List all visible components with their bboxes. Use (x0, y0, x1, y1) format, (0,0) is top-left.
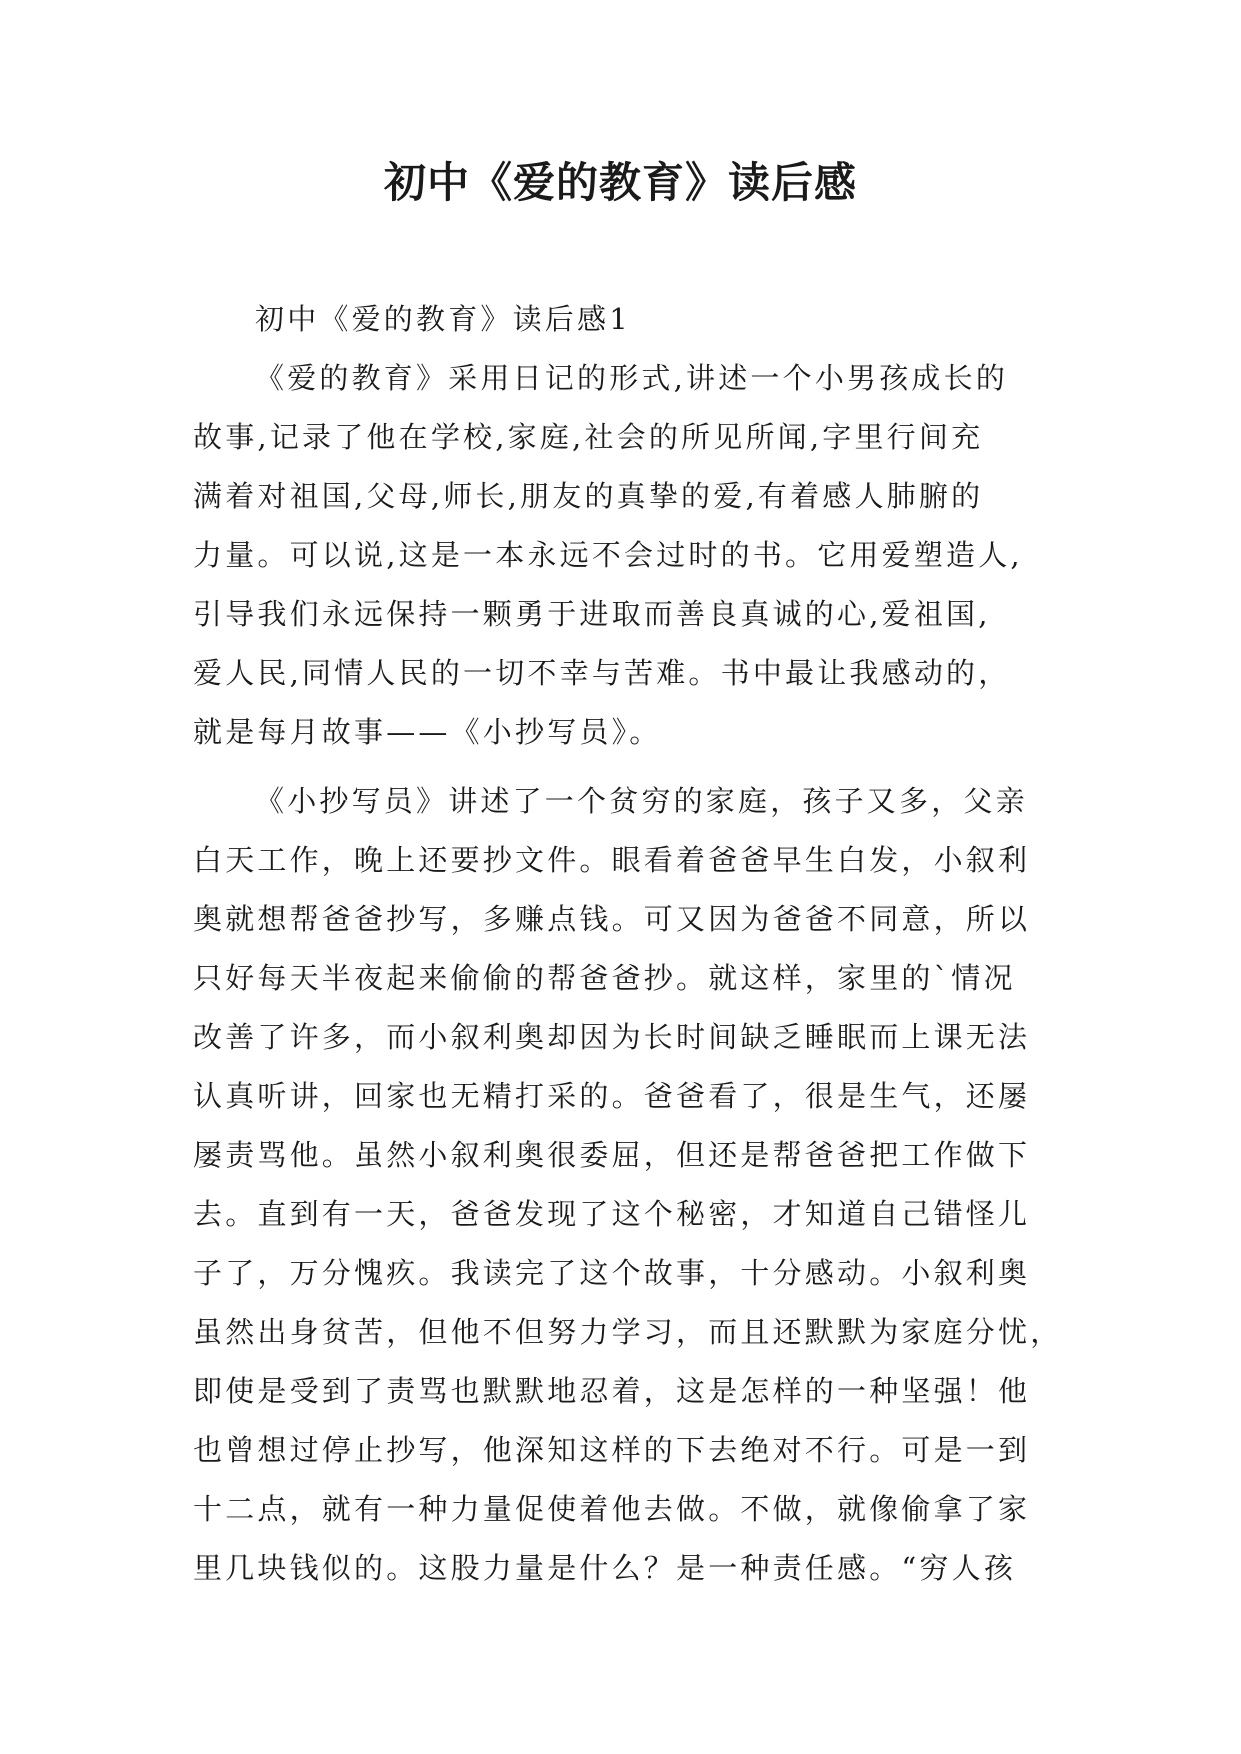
document-title: 初中《爱的教育》读后感 (383, 158, 857, 207)
paragraph-line: 里几块钱似的。这股力量是什么？是一种责任感。“穷人孩 (193, 1551, 1017, 1585)
paragraph-line: 力量。可以说,这是一本永远不会过时的书。它用爱塑造人, (193, 538, 1023, 572)
paragraph-line: 《爱的教育》采用日记的形式,讲述一个小男孩成长的 (255, 361, 1009, 395)
paragraph-line: 子了，万分愧疚。我读完了这个故事，十分感动。小叙利奥 (193, 1256, 1031, 1290)
paragraph-line: 十二点，就有一种力量促使着他去做。不做，就像偷拿了家 (193, 1492, 1031, 1526)
paragraph-line: 引导我们永远保持一颗勇于进取而善良真诚的心,爱祖国, (193, 597, 991, 631)
paragraph-line: 即使是受到了责骂也默默地忍着，这是怎样的一种坚强！他 (193, 1374, 1031, 1408)
paragraph-line: 爱人民,同情人民的一切不幸与苦难。书中最让我感动的， (193, 656, 1011, 690)
paragraph-line: 改善了许多，而小叙利奥却因为长时间缺乏睡眠而上课无法 (193, 1020, 1031, 1054)
paragraph-line: 满着对祖国,父母,师长,朋友的真挚的爱,有着感人肺腑的 (193, 479, 984, 513)
document-body (193, 290, 1063, 1598)
paragraph-spacer (193, 762, 1063, 772)
paragraph-line: 认真听讲，回家也无精打采的。爸爸看了，很是生气，还屡 (193, 1079, 1031, 1113)
paragraph-line: 故事,记录了他在学校,家庭,社会的所见所闻,字里行间充 (193, 420, 984, 454)
paragraph-line: 只好每天半夜起来偷偷的帮爸爸抄。就这样，家里的`情况 (193, 961, 1016, 995)
paragraph-line: 白天工作，晚上还要抄文件。眼看着爸爸早生白发，小叙利 (193, 843, 1031, 877)
paragraph-line: 《小抄写员》讲述了一个贫穷的家庭，孩子又多，父亲 (255, 784, 1028, 818)
paragraph-line: 屡责骂他。虽然小叙利奥很委屈，但还是帮爸爸把工作做下 (193, 1138, 1031, 1172)
paragraph-line: 虽然出身贫苦，但他不但努力学习，而且还默默为家庭分忧， (193, 1315, 1063, 1349)
section-heading: 初中《爱的教育》读后感1 (255, 302, 631, 336)
paragraph-1 (193, 349, 1063, 762)
paragraph-line: 也曾想过停止抄写，他深知这样的下去绝对不行。可是一到 (193, 1433, 1031, 1467)
paragraph-2 (193, 772, 1063, 1598)
paragraph-line: 奥就想帮爸爸抄写，多赚点钱。可又因为爸爸不同意，所以 (193, 902, 1031, 936)
paragraph-line: 去。直到有一天，爸爸发现了这个秘密，才知道自己错怪儿 (193, 1197, 1031, 1231)
paragraph-line: 就是每月故事——《小抄写员》。 (193, 715, 662, 749)
